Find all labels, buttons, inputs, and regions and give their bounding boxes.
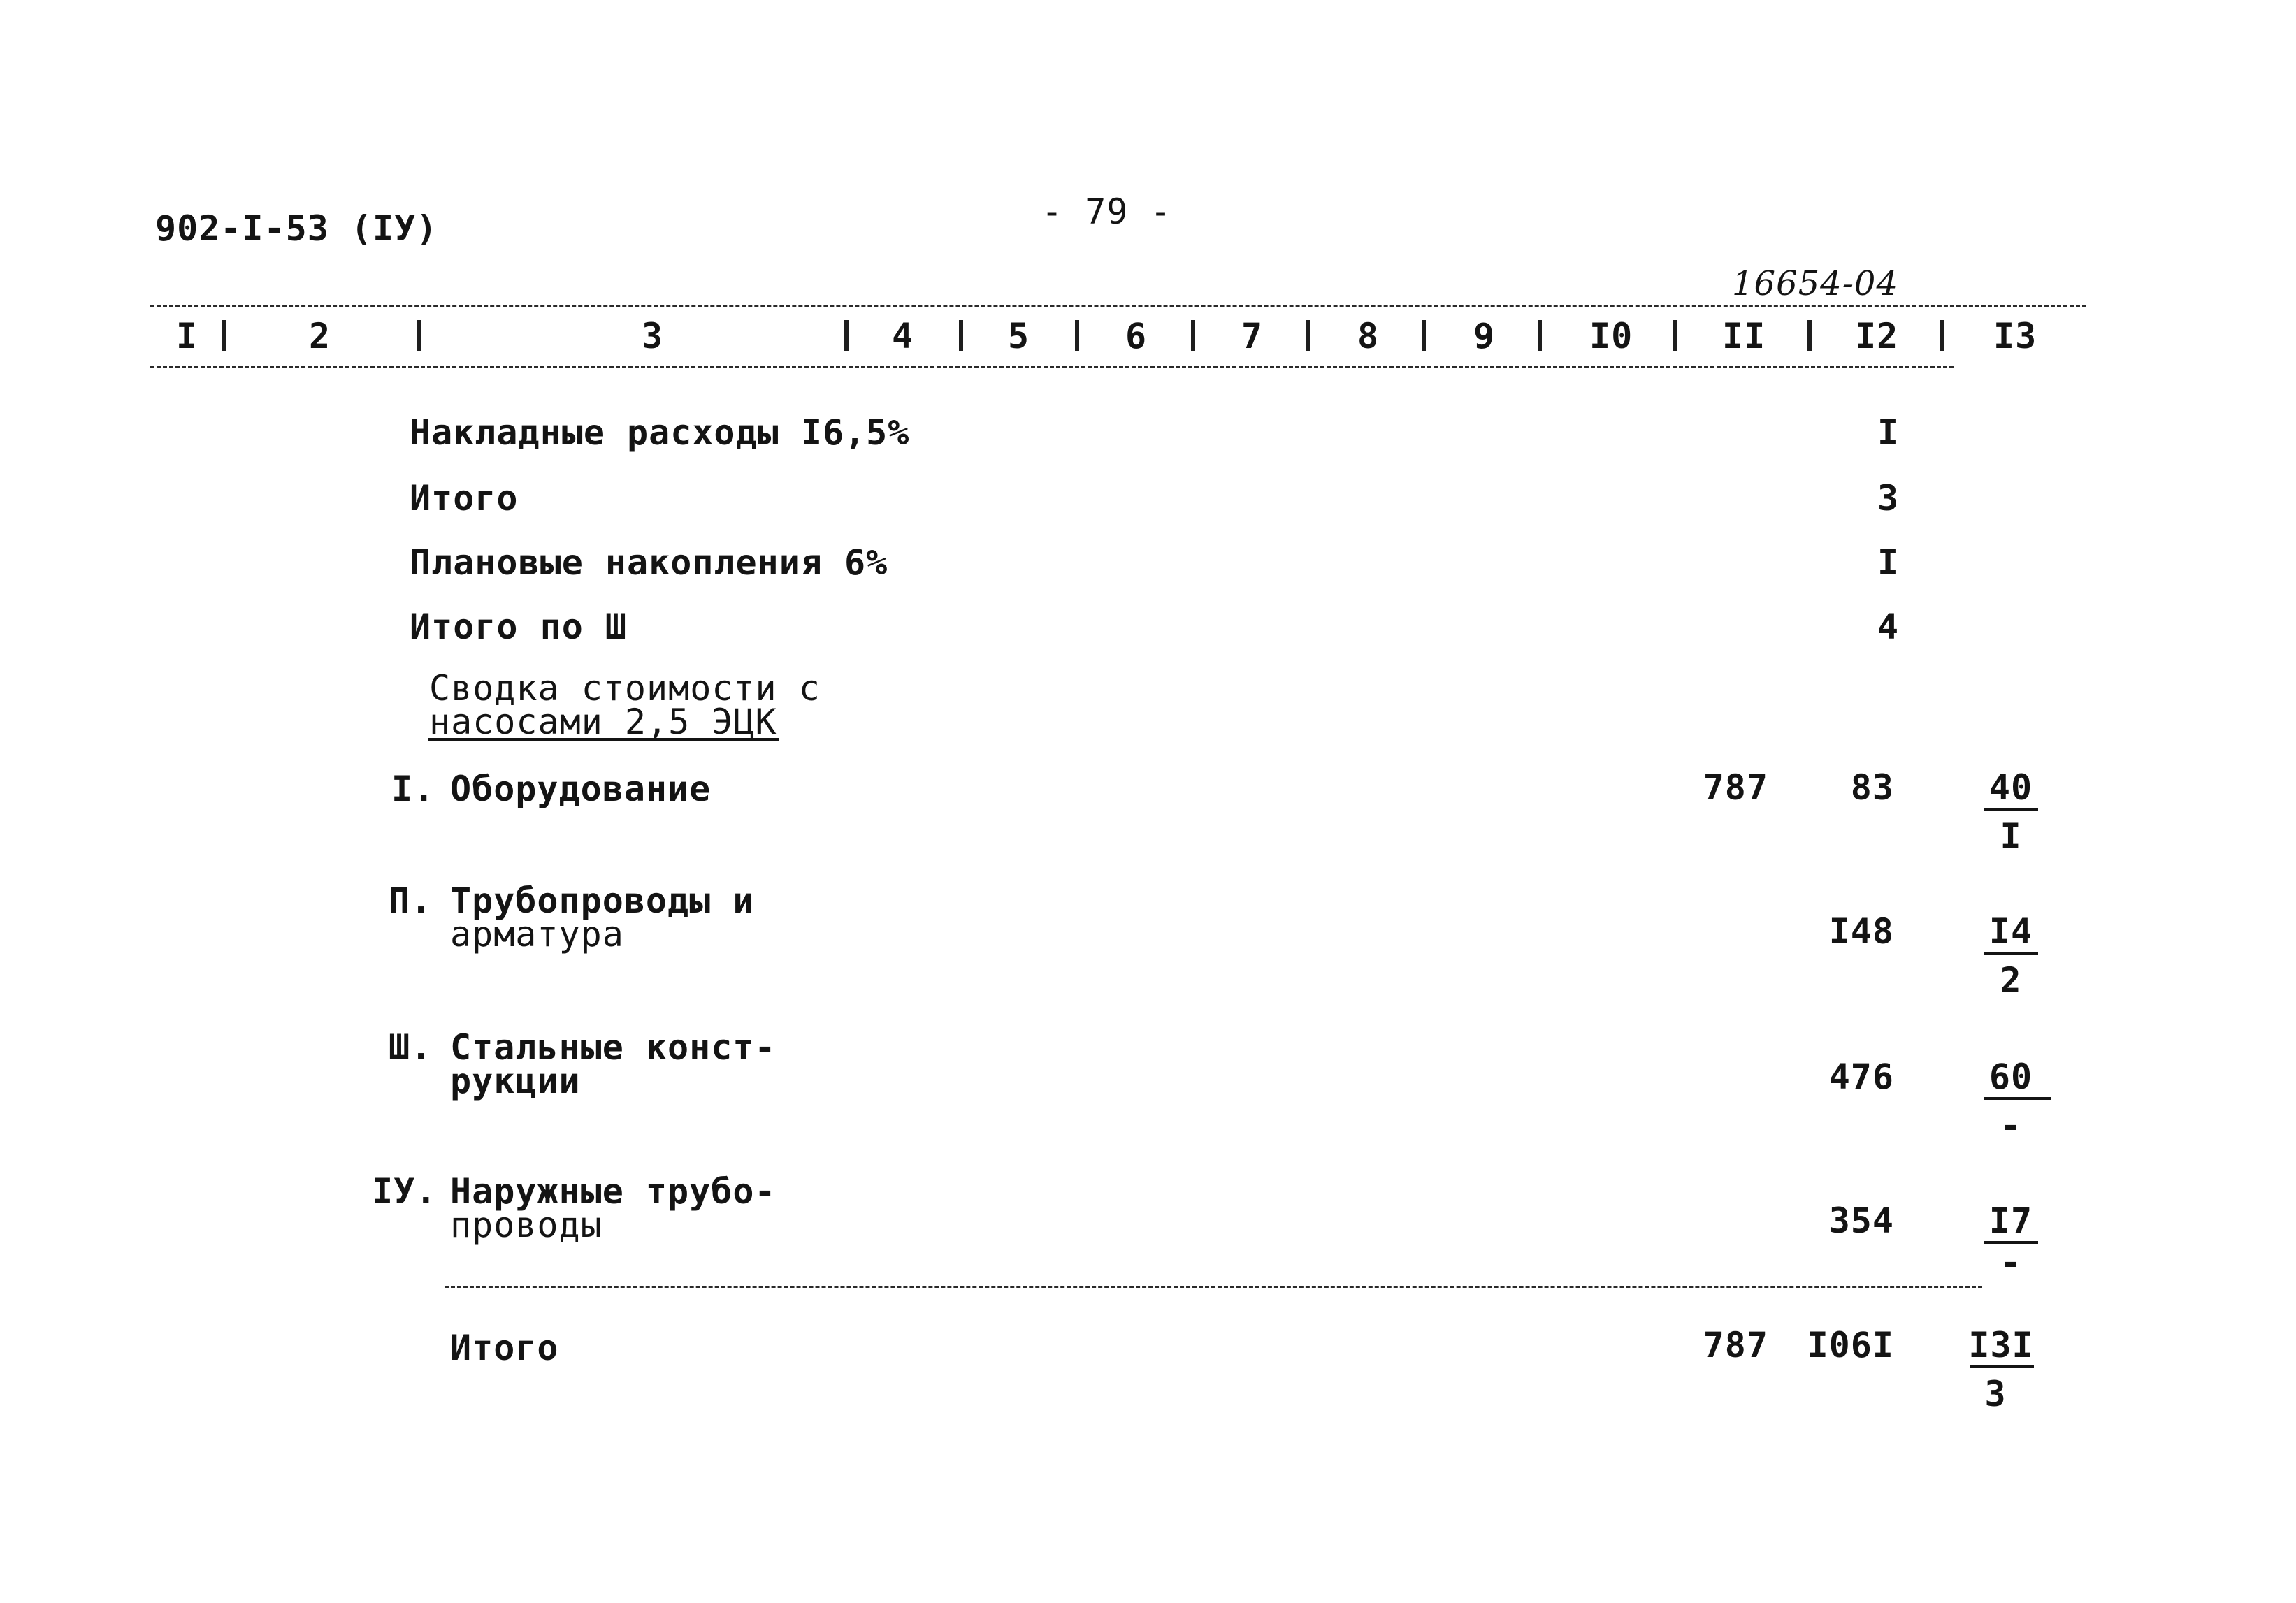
column-header-3: 3 bbox=[642, 316, 664, 356]
section-title-underline bbox=[428, 738, 779, 741]
column-header-9: 9 bbox=[1473, 316, 1496, 356]
column-separator bbox=[959, 320, 963, 351]
column-separator bbox=[222, 320, 226, 351]
item-label-continued: рукции bbox=[450, 1061, 581, 1101]
subtotal-label: Итого bbox=[410, 478, 519, 518]
column-header-13: I3 bbox=[1993, 316, 2037, 356]
item-label-continued: арматура bbox=[450, 914, 624, 955]
column-header-12: I2 bbox=[1855, 316, 1899, 356]
item-col13-denominator: 2 bbox=[2000, 960, 2022, 1001]
item-col12-value: 476 bbox=[1828, 1057, 1894, 1097]
grand-total-col11: 787 bbox=[1703, 1325, 1768, 1365]
column-header-1: I bbox=[176, 316, 198, 356]
column-header-2: 2 bbox=[309, 316, 331, 356]
column-separator bbox=[1807, 320, 1812, 351]
item-col13-numerator: 60 bbox=[1988, 1057, 2033, 1097]
grand-total-label: Итого bbox=[450, 1328, 559, 1368]
section-title-line2: насосами 2,5 ЭЦК bbox=[429, 702, 777, 742]
column-header-10: I0 bbox=[1589, 316, 1633, 356]
grand-total-col12: I06I bbox=[1807, 1325, 1894, 1365]
column-header-5: 5 bbox=[1008, 316, 1030, 356]
section-total-label: Итого по Ш bbox=[410, 607, 628, 647]
fraction-bar bbox=[1984, 952, 2038, 955]
fraction-bar bbox=[1984, 808, 2038, 811]
column-separator bbox=[1940, 320, 1944, 351]
totals-rule bbox=[445, 1286, 1982, 1288]
overhead-label: Накладные расходы I6,5% bbox=[410, 412, 910, 453]
item-label: Стальные конст- bbox=[450, 1027, 777, 1068]
section-total-value: 4 bbox=[1877, 607, 1900, 647]
column-separator bbox=[417, 320, 421, 351]
column-separator bbox=[1538, 320, 1542, 351]
page-number: - 79 - bbox=[1041, 191, 1172, 232]
item-col13-numerator: I7 bbox=[1988, 1201, 2033, 1241]
subtotal-value: 3 bbox=[1877, 478, 1900, 518]
item-col13-denominator: - bbox=[2000, 1105, 2022, 1146]
column-header-6: 6 bbox=[1125, 316, 1148, 356]
item-number: П. bbox=[389, 880, 433, 921]
item-number: IУ. bbox=[372, 1171, 438, 1212]
column-separator bbox=[1191, 320, 1195, 351]
column-separator bbox=[1422, 320, 1426, 351]
column-separator bbox=[1673, 320, 1677, 351]
item-col13-denominator: - bbox=[2000, 1242, 2022, 1283]
item-label: Наружные трубо- bbox=[450, 1171, 777, 1212]
item-label: Оборудование bbox=[450, 769, 712, 809]
header-bottom-rule bbox=[150, 366, 1954, 368]
grand-total-col13-numerator: I3I bbox=[1968, 1325, 2034, 1365]
item-col13-numerator: I4 bbox=[1988, 911, 2033, 952]
item-col11-value: 787 bbox=[1703, 767, 1768, 808]
item-col12-value: 83 bbox=[1850, 767, 1894, 808]
item-number: I. bbox=[391, 769, 435, 809]
section-title-line1: Сводка стоимости с bbox=[429, 668, 821, 709]
grand-total-col13-denominator: 3 bbox=[1984, 1374, 2007, 1414]
column-header-4: 4 bbox=[892, 316, 914, 356]
item-col12-value: 354 bbox=[1828, 1201, 1894, 1241]
overhead-value: I bbox=[1877, 412, 1900, 453]
planned-savings-value: I bbox=[1877, 542, 1900, 583]
fraction-bar bbox=[1970, 1365, 2034, 1368]
column-header-7: 7 bbox=[1241, 316, 1264, 356]
column-header-11: II bbox=[1722, 316, 1766, 356]
item-col13-numerator: 40 bbox=[1988, 767, 2033, 808]
column-separator bbox=[1075, 320, 1079, 351]
column-separator bbox=[844, 320, 849, 351]
item-label-continued: проводы bbox=[450, 1205, 602, 1245]
column-header-8: 8 bbox=[1357, 316, 1380, 356]
planned-savings-label: Плановые накопления 6% bbox=[410, 542, 888, 583]
item-col12-value: I48 bbox=[1828, 911, 1894, 952]
handwritten-code: 16654-04 bbox=[1732, 264, 1898, 303]
fraction-bar bbox=[1984, 1097, 2051, 1100]
document-code: 902-I-53 (IУ) bbox=[155, 208, 438, 249]
header-top-rule bbox=[150, 305, 2086, 307]
item-label: Трубопроводы и bbox=[450, 880, 755, 921]
item-col13-denominator: I bbox=[2000, 816, 2022, 857]
column-separator bbox=[1306, 320, 1310, 351]
item-number: Ш. bbox=[389, 1027, 433, 1068]
